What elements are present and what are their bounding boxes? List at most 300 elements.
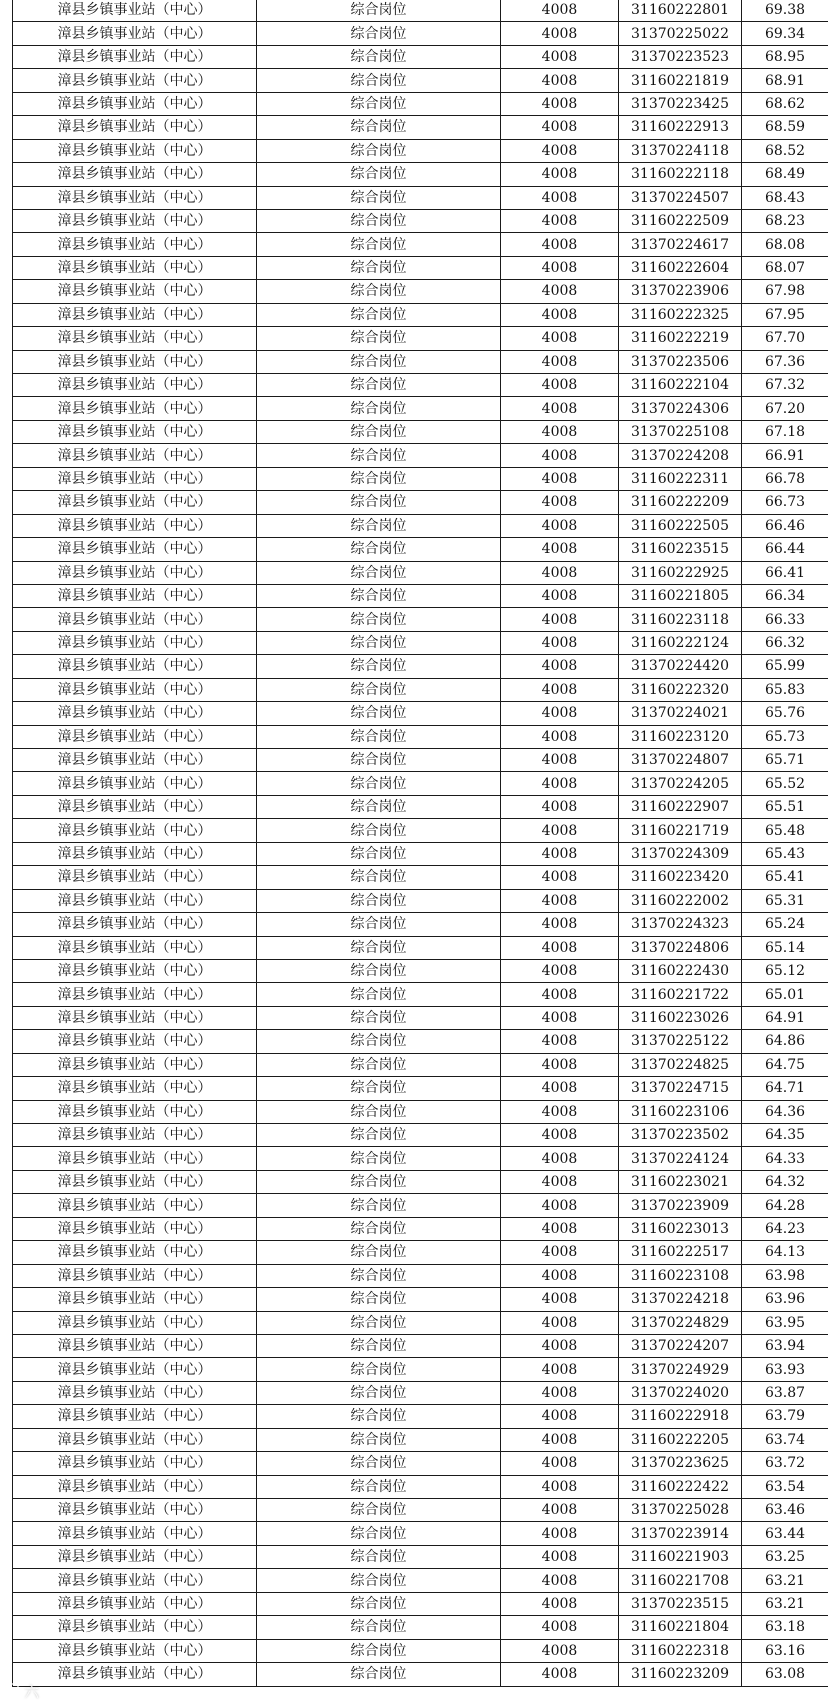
ticket-number-cell: 31160223026 (619, 1006, 742, 1029)
unit-cell: 漳县乡镇事业站（中心） (13, 983, 257, 1006)
unit-cell: 漳县乡镇事业站（中心） (13, 819, 257, 842)
unit-cell: 漳县乡镇事业站（中心） (13, 163, 257, 186)
score-cell: 67.95 (742, 303, 828, 326)
ticket-number-cell: 31370225108 (619, 420, 742, 443)
score-cell: 65.73 (742, 725, 828, 748)
position-code-cell: 4008 (501, 1522, 619, 1545)
score-cell: 66.34 (742, 584, 828, 607)
score-cell: 64.86 (742, 1030, 828, 1053)
ticket-number-cell: 31370223625 (619, 1452, 742, 1475)
unit-cell: 漳县乡镇事业站（中心） (13, 584, 257, 607)
position-cell: 综合岗位 (257, 420, 501, 443)
table-row (13, 842, 828, 865)
ticket-number-cell: 31160221804 (619, 1616, 742, 1639)
position-code-cell: 4008 (501, 1194, 619, 1217)
ticket-number-cell: 31160222509 (619, 209, 742, 232)
score-cell: 66.32 (742, 631, 828, 654)
position-cell: 综合岗位 (257, 889, 501, 912)
table-row (13, 22, 828, 45)
ticket-number-cell: 31370223502 (619, 1124, 742, 1147)
table-row (13, 467, 828, 490)
score-cell: 65.31 (742, 889, 828, 912)
position-code-cell: 4008 (501, 1147, 619, 1170)
position-cell: 综合岗位 (257, 1545, 501, 1568)
unit-cell: 漳县乡镇事业站（中心） (13, 116, 257, 139)
position-code-cell: 4008 (501, 514, 619, 537)
table-row (13, 1030, 828, 1053)
table-row (13, 1264, 828, 1287)
ticket-number-cell: 31160222104 (619, 374, 742, 397)
ticket-number-cell: 31160222907 (619, 795, 742, 818)
table-row (13, 1452, 828, 1475)
unit-cell: 漳县乡镇事业站（中心） (13, 1522, 257, 1545)
table-row (13, 678, 828, 701)
score-cell: 63.18 (742, 1616, 828, 1639)
position-cell: 综合岗位 (257, 280, 501, 303)
ticket-number-cell: 31160222318 (619, 1639, 742, 1662)
table-row (13, 209, 828, 232)
position-code-cell: 4008 (501, 1475, 619, 1498)
position-code-cell: 4008 (501, 1381, 619, 1404)
ticket-number-cell: 31160222918 (619, 1405, 742, 1428)
table-row (13, 350, 828, 373)
table-row (13, 1288, 828, 1311)
ticket-number-cell: 31370224715 (619, 1077, 742, 1100)
ticket-number-cell: 31160222430 (619, 959, 742, 982)
unit-cell: 漳县乡镇事业站（中心） (13, 959, 257, 982)
table-row (13, 1616, 828, 1639)
ticket-number-cell: 31160222118 (619, 163, 742, 186)
unit-cell: 漳县乡镇事业站（中心） (13, 92, 257, 115)
position-cell: 综合岗位 (257, 866, 501, 889)
position-code-cell: 4008 (501, 397, 619, 420)
position-code-cell: 4008 (501, 1639, 619, 1662)
unit-cell: 漳县乡镇事业站（中心） (13, 280, 257, 303)
ticket-number-cell: 31160223209 (619, 1663, 742, 1686)
ticket-number-cell: 31370225022 (619, 22, 742, 45)
table-row (13, 1663, 828, 1686)
score-cell: 67.20 (742, 397, 828, 420)
score-cell: 63.16 (742, 1639, 828, 1662)
score-cell: 68.23 (742, 209, 828, 232)
position-cell: 综合岗位 (257, 1334, 501, 1357)
table-row (13, 936, 828, 959)
position-cell: 综合岗位 (257, 1194, 501, 1217)
unit-cell: 漳县乡镇事业站（中心） (13, 467, 257, 490)
position-code-cell: 4008 (501, 1616, 619, 1639)
score-cell: 64.75 (742, 1053, 828, 1076)
ticket-number-cell: 31370224205 (619, 772, 742, 795)
unit-cell: 漳县乡镇事业站（中心） (13, 1053, 257, 1076)
position-code-cell: 4008 (501, 1545, 619, 1568)
position-code-cell: 4008 (501, 1077, 619, 1100)
position-code-cell: 4008 (501, 1428, 619, 1451)
ticket-number-cell: 31160222517 (619, 1241, 742, 1264)
score-cell: 64.23 (742, 1217, 828, 1240)
position-code-cell: 4008 (501, 350, 619, 373)
position-cell: 综合岗位 (257, 1264, 501, 1287)
position-code-cell: 4008 (501, 303, 619, 326)
score-cell: 66.78 (742, 467, 828, 490)
unit-cell: 漳县乡镇事业站（中心） (13, 749, 257, 772)
position-cell: 综合岗位 (257, 1639, 501, 1662)
unit-cell: 漳县乡镇事业站（中心） (13, 842, 257, 865)
unit-cell: 漳县乡镇事业站（中心） (13, 913, 257, 936)
position-cell: 综合岗位 (257, 186, 501, 209)
ticket-number-cell: 31160221819 (619, 69, 742, 92)
score-cell: 66.41 (742, 561, 828, 584)
position-code-cell: 4008 (501, 1499, 619, 1522)
score-cell: 66.46 (742, 514, 828, 537)
position-code-cell: 4008 (501, 69, 619, 92)
position-code-cell: 4008 (501, 1170, 619, 1193)
table-row (13, 1077, 828, 1100)
table-row (13, 1217, 828, 1240)
position-code-cell: 4008 (501, 1124, 619, 1147)
position-cell: 综合岗位 (257, 256, 501, 279)
ticket-number-cell: 31160222320 (619, 678, 742, 701)
position-cell: 综合岗位 (257, 209, 501, 232)
unit-cell: 漳县乡镇事业站（中心） (13, 1311, 257, 1334)
position-code-cell: 4008 (501, 374, 619, 397)
unit-cell: 漳县乡镇事业站（中心） (13, 866, 257, 889)
unit-cell: 漳县乡镇事业站（中心） (13, 1475, 257, 1498)
position-cell: 综合岗位 (257, 561, 501, 584)
ticket-number-cell: 31370223515 (619, 1592, 742, 1615)
position-code-cell: 4008 (501, 889, 619, 912)
table-row (13, 1170, 828, 1193)
score-cell: 65.43 (742, 842, 828, 865)
position-cell: 综合岗位 (257, 772, 501, 795)
position-code-cell: 4008 (501, 280, 619, 303)
table-row (13, 1405, 828, 1428)
ticket-number-cell: 31160223515 (619, 538, 742, 561)
position-code-cell: 4008 (501, 608, 619, 631)
unit-cell: 漳县乡镇事业站（中心） (13, 420, 257, 443)
position-code-cell: 4008 (501, 1569, 619, 1592)
table-row (13, 913, 828, 936)
score-cell: 64.36 (742, 1100, 828, 1123)
score-cell: 63.72 (742, 1452, 828, 1475)
position-code-cell: 4008 (501, 866, 619, 889)
unit-cell: 漳县乡镇事业站（中心） (13, 397, 257, 420)
position-cell: 综合岗位 (257, 1381, 501, 1404)
ticket-number-cell: 31160222422 (619, 1475, 742, 1498)
ticket-number-cell: 31370224118 (619, 139, 742, 162)
ticket-number-cell: 31160221708 (619, 1569, 742, 1592)
table-row (13, 772, 828, 795)
position-cell: 综合岗位 (257, 1499, 501, 1522)
unit-cell: 漳县乡镇事业站（中心） (13, 444, 257, 467)
unit-cell: 漳县乡镇事业站（中心） (13, 655, 257, 678)
score-cell: 63.87 (742, 1381, 828, 1404)
unit-cell: 漳县乡镇事业站（中心） (13, 678, 257, 701)
position-code-cell: 4008 (501, 1592, 619, 1615)
unit-cell: 漳县乡镇事业站（中心） (13, 0, 257, 22)
unit-cell: 漳县乡镇事业站（中心） (13, 1616, 257, 1639)
position-code-cell: 4008 (501, 444, 619, 467)
table-row (13, 584, 828, 607)
ticket-number-cell: 31160222505 (619, 514, 742, 537)
position-code-cell: 4008 (501, 655, 619, 678)
position-cell: 综合岗位 (257, 936, 501, 959)
position-cell: 综合岗位 (257, 1030, 501, 1053)
ticket-number-cell: 31370224323 (619, 913, 742, 936)
unit-cell: 漳县乡镇事业站（中心） (13, 1006, 257, 1029)
position-cell: 综合岗位 (257, 1100, 501, 1123)
table-row (13, 1334, 828, 1357)
position-code-cell: 4008 (501, 139, 619, 162)
ticket-number-cell: 31160223108 (619, 1264, 742, 1287)
table-row (13, 1381, 828, 1404)
unit-cell: 漳县乡镇事业站（中心） (13, 1077, 257, 1100)
table-row (13, 1428, 828, 1451)
unit-cell: 漳县乡镇事业站（中心） (13, 327, 257, 350)
position-cell: 综合岗位 (257, 1428, 501, 1451)
position-code-cell: 4008 (501, 749, 619, 772)
ticket-number-cell: 31370224507 (619, 186, 742, 209)
position-cell: 综合岗位 (257, 749, 501, 772)
position-cell: 综合岗位 (257, 1311, 501, 1334)
unit-cell: 漳县乡镇事业站（中心） (13, 1428, 257, 1451)
table-row (13, 491, 828, 514)
table-row (13, 1499, 828, 1522)
score-cell: 63.54 (742, 1475, 828, 1498)
score-cell: 63.96 (742, 1288, 828, 1311)
position-cell: 综合岗位 (257, 608, 501, 631)
score-cell: 63.21 (742, 1592, 828, 1615)
table-row (13, 69, 828, 92)
table-row (13, 538, 828, 561)
unit-cell: 漳县乡镇事业站（中心） (13, 1100, 257, 1123)
position-code-cell: 4008 (501, 45, 619, 68)
ticket-number-cell: 31160223013 (619, 1217, 742, 1240)
ticket-number-cell: 31160222913 (619, 116, 742, 139)
score-cell: 65.12 (742, 959, 828, 982)
unit-cell: 漳县乡镇事业站（中心） (13, 256, 257, 279)
position-code-cell: 4008 (501, 936, 619, 959)
position-cell: 综合岗位 (257, 1358, 501, 1381)
unit-cell: 漳县乡镇事业站（中心） (13, 1452, 257, 1475)
score-cell: 67.36 (742, 350, 828, 373)
position-code-cell: 4008 (501, 233, 619, 256)
position-cell: 综合岗位 (257, 1569, 501, 1592)
unit-cell: 漳县乡镇事业站（中心） (13, 608, 257, 631)
unit-cell: 漳县乡镇事业站（中心） (13, 561, 257, 584)
table-row (13, 655, 828, 678)
position-code-cell: 4008 (501, 1053, 619, 1076)
score-cell: 63.74 (742, 1428, 828, 1451)
score-cell: 64.91 (742, 1006, 828, 1029)
position-code-cell: 4008 (501, 467, 619, 490)
ticket-number-cell: 31370223914 (619, 1522, 742, 1545)
position-code-cell: 4008 (501, 561, 619, 584)
table-row (13, 1147, 828, 1170)
unit-cell: 漳县乡镇事业站（中心） (13, 1381, 257, 1404)
position-code-cell: 4008 (501, 209, 619, 232)
position-cell: 综合岗位 (257, 1124, 501, 1147)
watermark-text: 六 (24, 1682, 40, 1701)
table-row (13, 1053, 828, 1076)
score-cell: 68.59 (742, 116, 828, 139)
unit-cell: 漳县乡镇事业站（中心） (13, 725, 257, 748)
table-row (13, 233, 828, 256)
position-code-cell: 4008 (501, 1405, 619, 1428)
score-cell: 63.94 (742, 1334, 828, 1357)
position-code-cell: 4008 (501, 1311, 619, 1334)
table-row (13, 0, 828, 22)
score-cell: 63.44 (742, 1522, 828, 1545)
position-code-cell: 4008 (501, 116, 619, 139)
score-cell: 65.99 (742, 655, 828, 678)
position-cell: 综合岗位 (257, 1405, 501, 1428)
score-cell: 63.93 (742, 1358, 828, 1381)
ticket-number-cell: 31160222801 (619, 0, 742, 22)
score-cell: 63.46 (742, 1499, 828, 1522)
unit-cell: 漳县乡镇事业站（中心） (13, 795, 257, 818)
position-cell: 综合岗位 (257, 116, 501, 139)
score-cell: 65.52 (742, 772, 828, 795)
ticket-number-cell: 31370224020 (619, 1381, 742, 1404)
position-cell: 综合岗位 (257, 1452, 501, 1475)
unit-cell: 漳县乡镇事业站（中心） (13, 22, 257, 45)
position-cell: 综合岗位 (257, 913, 501, 936)
position-cell: 综合岗位 (257, 69, 501, 92)
ticket-number-cell: 31160223106 (619, 1100, 742, 1123)
position-cell: 综合岗位 (257, 45, 501, 68)
score-cell: 63.98 (742, 1264, 828, 1287)
ticket-number-cell: 31160221903 (619, 1545, 742, 1568)
table-row (13, 1475, 828, 1498)
position-cell: 综合岗位 (257, 538, 501, 561)
table-row (13, 327, 828, 350)
ticket-number-cell: 31370224806 (619, 936, 742, 959)
unit-cell: 漳县乡镇事业站（中心） (13, 1405, 257, 1428)
unit-cell: 漳县乡镇事业站（中心） (13, 303, 257, 326)
ticket-number-cell: 31160222325 (619, 303, 742, 326)
position-code-cell: 4008 (501, 959, 619, 982)
table-row (13, 1124, 828, 1147)
ticket-number-cell: 31370223506 (619, 350, 742, 373)
ticket-number-cell: 31370224124 (619, 1147, 742, 1170)
table-row (13, 1639, 828, 1662)
position-code-cell: 4008 (501, 491, 619, 514)
position-code-cell: 4008 (501, 1334, 619, 1357)
position-code-cell: 4008 (501, 327, 619, 350)
table-row (13, 280, 828, 303)
score-cell: 66.73 (742, 491, 828, 514)
table-row (13, 1194, 828, 1217)
score-cell: 65.14 (742, 936, 828, 959)
position-cell: 综合岗位 (257, 1288, 501, 1311)
unit-cell: 漳县乡镇事业站（中心） (13, 209, 257, 232)
score-cell: 66.33 (742, 608, 828, 631)
score-cell: 65.51 (742, 795, 828, 818)
position-cell: 综合岗位 (257, 350, 501, 373)
position-code-cell: 4008 (501, 725, 619, 748)
unit-cell: 漳县乡镇事业站（中心） (13, 1217, 257, 1240)
unit-cell: 漳县乡镇事业站（中心） (13, 936, 257, 959)
position-code-cell: 4008 (501, 0, 619, 22)
ticket-number-cell: 31370223523 (619, 45, 742, 68)
unit-cell: 漳县乡镇事业站（中心） (13, 1592, 257, 1615)
position-cell: 综合岗位 (257, 397, 501, 420)
position-cell: 综合岗位 (257, 233, 501, 256)
score-cell: 68.43 (742, 186, 828, 209)
table-row (13, 303, 828, 326)
table-row (13, 1358, 828, 1381)
position-cell: 综合岗位 (257, 1053, 501, 1076)
position-cell: 综合岗位 (257, 1006, 501, 1029)
table-row (13, 561, 828, 584)
table-row (13, 1100, 828, 1123)
position-code-cell: 4008 (501, 1217, 619, 1240)
position-cell: 综合岗位 (257, 374, 501, 397)
ticket-number-cell: 31160221722 (619, 983, 742, 1006)
unit-cell: 漳县乡镇事业站（中心） (13, 1499, 257, 1522)
ticket-number-cell: 31160222219 (619, 327, 742, 350)
table-row (13, 749, 828, 772)
position-cell: 综合岗位 (257, 1592, 501, 1615)
position-code-cell: 4008 (501, 22, 619, 45)
position-cell: 综合岗位 (257, 702, 501, 725)
position-code-cell: 4008 (501, 819, 619, 842)
position-cell: 综合岗位 (257, 584, 501, 607)
score-cell: 65.71 (742, 749, 828, 772)
table-row (13, 514, 828, 537)
ticket-number-cell: 31370224420 (619, 655, 742, 678)
position-cell: 综合岗位 (257, 1147, 501, 1170)
position-code-cell: 4008 (501, 1264, 619, 1287)
position-code-cell: 4008 (501, 631, 619, 654)
table-row (13, 631, 828, 654)
position-code-cell: 4008 (501, 795, 619, 818)
score-cell: 65.76 (742, 702, 828, 725)
position-code-cell: 4008 (501, 842, 619, 865)
position-code-cell: 4008 (501, 1452, 619, 1475)
position-cell: 综合岗位 (257, 163, 501, 186)
position-cell: 综合岗位 (257, 1522, 501, 1545)
score-cell: 64.71 (742, 1077, 828, 1100)
unit-cell: 漳县乡镇事业站（中心） (13, 1663, 257, 1686)
ticket-number-cell: 31370224617 (619, 233, 742, 256)
position-code-cell: 4008 (501, 1288, 619, 1311)
unit-cell: 漳县乡镇事业站（中心） (13, 69, 257, 92)
ticket-number-cell: 31160221719 (619, 819, 742, 842)
ticket-number-cell: 31160223021 (619, 1170, 742, 1193)
unit-cell: 漳县乡镇事业站（中心） (13, 1545, 257, 1568)
ticket-number-cell: 31160223420 (619, 866, 742, 889)
table-row (13, 116, 828, 139)
table-row (13, 983, 828, 1006)
table-row (13, 1006, 828, 1029)
table-row (13, 866, 828, 889)
ticket-number-cell: 31370225028 (619, 1499, 742, 1522)
score-cell: 67.70 (742, 327, 828, 350)
table-row (13, 186, 828, 209)
table-row (13, 1592, 828, 1615)
position-cell: 综合岗位 (257, 1241, 501, 1264)
unit-cell: 漳县乡镇事业站（中心） (13, 702, 257, 725)
table-row (13, 1569, 828, 1592)
ticket-number-cell: 31370224306 (619, 397, 742, 420)
score-cell: 68.91 (742, 69, 828, 92)
score-cell: 67.98 (742, 280, 828, 303)
score-cell: 66.44 (742, 538, 828, 561)
position-code-cell: 4008 (501, 186, 619, 209)
unit-cell: 漳县乡镇事业站（中心） (13, 514, 257, 537)
position-cell: 综合岗位 (257, 327, 501, 350)
